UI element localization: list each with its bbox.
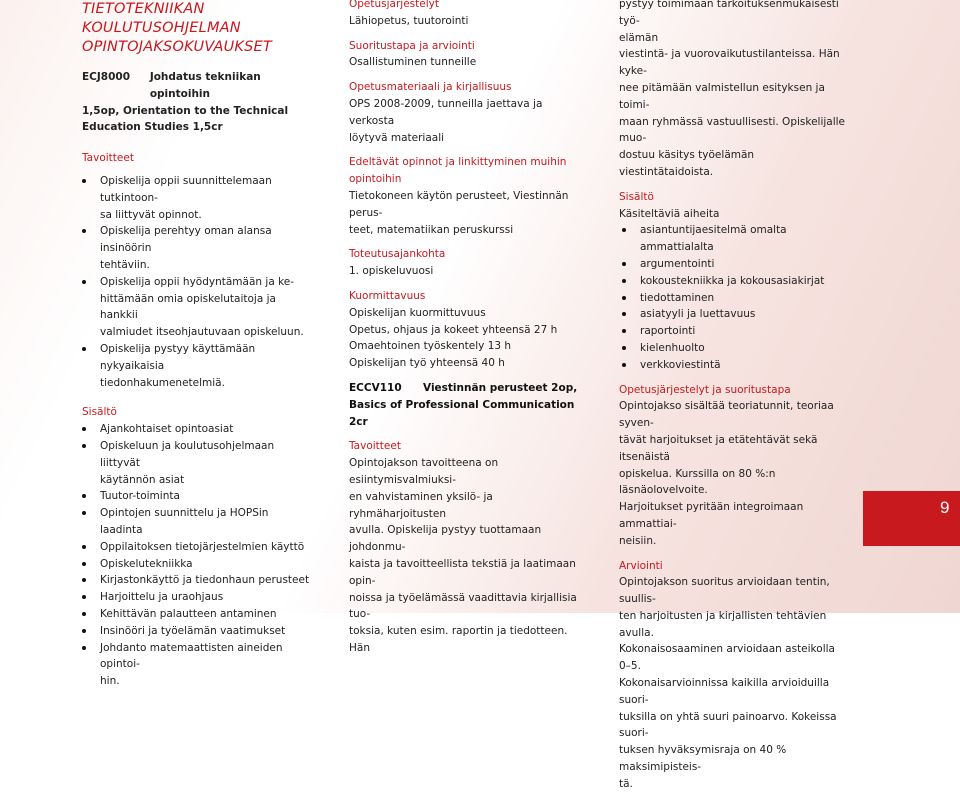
line: valmiudet itseohjautuvaan opiskeluun. [100,326,304,339]
line: Harjoittelu ja uraohjaus [100,591,224,604]
column-middle [349,0,581,657]
line: Opiskelija oppii hyödyntämään ja ke- [100,275,295,288]
opetus-line: neisiin. [619,534,657,547]
tavoitteet-line: kaista ja tavoitteellista tekstiä ja laatimaan opin- [349,557,576,587]
edeltavat-text: Tietokoneen käytön perusteet, Viestinnän perus- [349,189,569,219]
course-subtitle: 1,5op, Orientation to the Technical [82,104,289,117]
list-item: kokoustekniikka ja kokousasiakirjat [622,273,849,290]
section-heading-arviointi: Arviointi [619,559,663,572]
list-item [82,505,310,539]
list-item [82,589,310,606]
line: Tuutor-toiminta [100,490,180,503]
list-item [82,173,310,223]
section-heading-opetus-2: Opetusjärjestelyt ja suoritustapa [619,383,791,396]
toteutus-text: 1. opiskeluvuosi [349,265,434,278]
list-item [82,539,310,556]
section-heading-tavoitteet: Tavoitteet [82,152,134,165]
arviointi-line: Kokonaisosaaminen arvioidaan asteikolla 0–5. [619,643,835,673]
kuorma-line: Opiskelijan kuormittuvuus [349,306,486,319]
materiaali-text: OPS 2008-2009, tunneilla jaettava ja verkosta [349,97,543,127]
section-heading-toteutus: Toteutusajankohta [349,248,446,261]
course-subtitle: Education Studies 1,5cr [82,121,223,134]
column-right [619,0,849,793]
line: käytännön asiat [100,473,185,486]
intro-line: viestintä- ja vuorovaikutustilanteissa. Hän kyke- [619,48,840,78]
list-item [82,438,310,488]
tavoitteet-list [82,173,310,391]
list-item [82,640,310,690]
line: hittämään omia opiskelutaitoja ja hankkii [100,292,276,322]
opetus-line: Harjoitukset pyritään integroimaan ammattiai- [619,501,804,530]
opetus-line: Opintojakso sisältää teoriatunnit, teoriaa syven- [619,400,834,430]
document-title [82,0,310,57]
list-item [82,488,310,505]
list-item: asiatyyli ja luettavuus [622,306,849,323]
list-item [82,623,310,640]
intro-line: nee pitämään valmistellun esityksen ja toimi- [619,81,825,111]
list-item: tiedottaminen [622,290,849,307]
list-item: raportointi [622,323,849,340]
title-line: KOULUTUSOHJELMAN [82,20,241,36]
intro-line: elämän [619,31,659,44]
opetus-line: opiskelua. Kurssilla on 80 %:n läsnäolovelvoite. [619,467,776,497]
intro-line: maan ryhmässä vastuullisesti. Opiskelijalle muo- [619,115,846,145]
line: Kirjastonkäyttö ja tiedonhaun perusteet [100,574,310,587]
list-item [82,556,310,573]
sisalto-topics-list [622,222,849,373]
tavoitteet-line: en vahvistaminen yksilö- ja ryhmäharjoitusten [349,490,493,520]
section-heading-sisalto-2: Sisältö [619,190,654,203]
title-line: TIETOTEKNIIKAN [82,1,205,17]
list-item [82,341,310,391]
course2-name: Viestinnän perusteet 2op, [423,381,578,394]
page-number: 9 [940,498,950,517]
line: sa liittyvät opinnot. [100,208,202,221]
kuorma-line: Opetus, ohjaus ja kokeet yhteensä 27 h [349,323,558,336]
list-item [82,572,310,589]
arviointi-line: tuksen hyväksymisraja on 40 % maksimipisteis- [619,744,787,774]
arviointi-line: Kokonaisarvioinnissa kaikilla arvioiduilla suori- [619,677,830,706]
course-header [82,69,310,103]
arviointi-line: Opintojakson suoritus arvioidaan tentin, suullis- [619,576,830,606]
line: Opiskeluun ja koulutusohjelmaan liittyvät [100,439,275,469]
sisalto-list [82,421,310,690]
line: Opiskelija oppii suunnittelemaan tutkintoon- [100,174,272,204]
list-item [82,606,310,623]
section-heading-materiaali: Opetusmateriaali ja kirjallisuus [349,81,512,94]
tavoitteet-line: avulla. Opiskelija pystyy tuottamaan johdonmu- [349,524,542,554]
arviointi-line: tuksilla on yhtä suuri painoarvo. Kokeissa suori- [619,710,837,740]
line: Opiskelutekniikka [100,557,193,570]
list-item [82,223,310,273]
section-heading-kuormittavuus: Kuormittavuus [349,289,426,302]
section-heading-sisalto: Sisältö [82,406,117,419]
line: Kehittävän palautteen antaminen [100,607,277,620]
section-heading-suoritus: Suoritustapa ja arviointi [349,39,475,52]
section-heading-opetus: Opetusjärjestelyt [349,0,439,10]
arviointi-line: tä. [619,777,633,790]
line: Ajankohtaiset opintoasiat [100,423,234,436]
course-name: Johdatus tekniikan opintoihin [149,71,261,100]
section-heading-edeltavat: Edeltävät opinnot ja linkittyminen muihin [349,156,567,169]
sisalto-intro: Käsiteltäviä aiheita [619,207,720,220]
line: Opintojen suunnittelu ja HOPSin laadinta [100,507,269,536]
tavoitteet-line: noissa ja työelämässä vaadittavia kirjallisia tuo- [349,591,577,621]
kuorma-line: Omaehtoinen työskentely 13 h [349,340,512,353]
title-line: OPINTOJAKSOKUVAUKSET [82,39,272,55]
materiaali-text: löytyvä materiaali [349,131,445,144]
intro-line: dostuu käsitys työelämän viestintätaidoista. [619,149,755,178]
section-heading-edeltavat: opintoihin [349,173,402,186]
kuorma-line: Opiskelijan työ yhteensä 40 h [349,357,505,370]
tavoitteet-line: Opintojakson tavoitteena on esiintymisvalmiuksi- [349,457,499,486]
list-item [82,274,310,341]
course-code: ECJ8000 [82,71,131,83]
list-item: verkkoviestintä [622,357,849,374]
list-item: argumentointi [622,256,849,273]
list-item: kielenhuolto [622,340,849,357]
arviointi-line: ten harjoitusten ja kirjallisten tehtävien avulla. [619,609,827,639]
section-heading-tavoitteet-2: Tavoitteet [349,440,401,453]
intro-line: pystyy toimimaan tarkoituksenmukaisesti työ- [619,0,839,27]
edeltavat-text: teet, matematiikan peruskurssi [349,223,514,236]
list-item: asiantuntijaesitelmä omalta ammattialalta [622,222,849,256]
list-item [82,421,310,438]
course2-header [349,380,581,397]
line: tiedonhakumenetelmiä. [100,376,225,389]
line: Insinööri ja työelämän vaatimukset [100,624,286,637]
line: Opiskelija pystyy käyttämään nykyaikaisia [100,342,256,372]
line: Oppilaitoksen tietojärjestelmien käyttö [100,540,305,553]
line: tehtäviin. [100,258,150,271]
line: Opiskelija perehtyy oman alansa insinöörin [100,225,272,255]
opetus-text: Lähiopetus, tuutorointi [349,14,469,27]
course2-subtitle: Basics of Professional Communication 2cr [349,398,575,428]
suoritus-text: Osallistuminen tunneille [349,56,477,69]
line: Johdanto matemaattisten aineiden opintoi- [100,641,283,671]
tavoitteet-line: toksia, kuten esim. raportin ja tiedotteen. Hän [349,625,568,654]
column-left [82,0,310,690]
course2-code: ECCV110 [349,381,402,394]
line: hin. [100,675,120,688]
opetus-line: tävät harjoitukset ja etätehtävät sekä itsenäistä [619,433,818,463]
